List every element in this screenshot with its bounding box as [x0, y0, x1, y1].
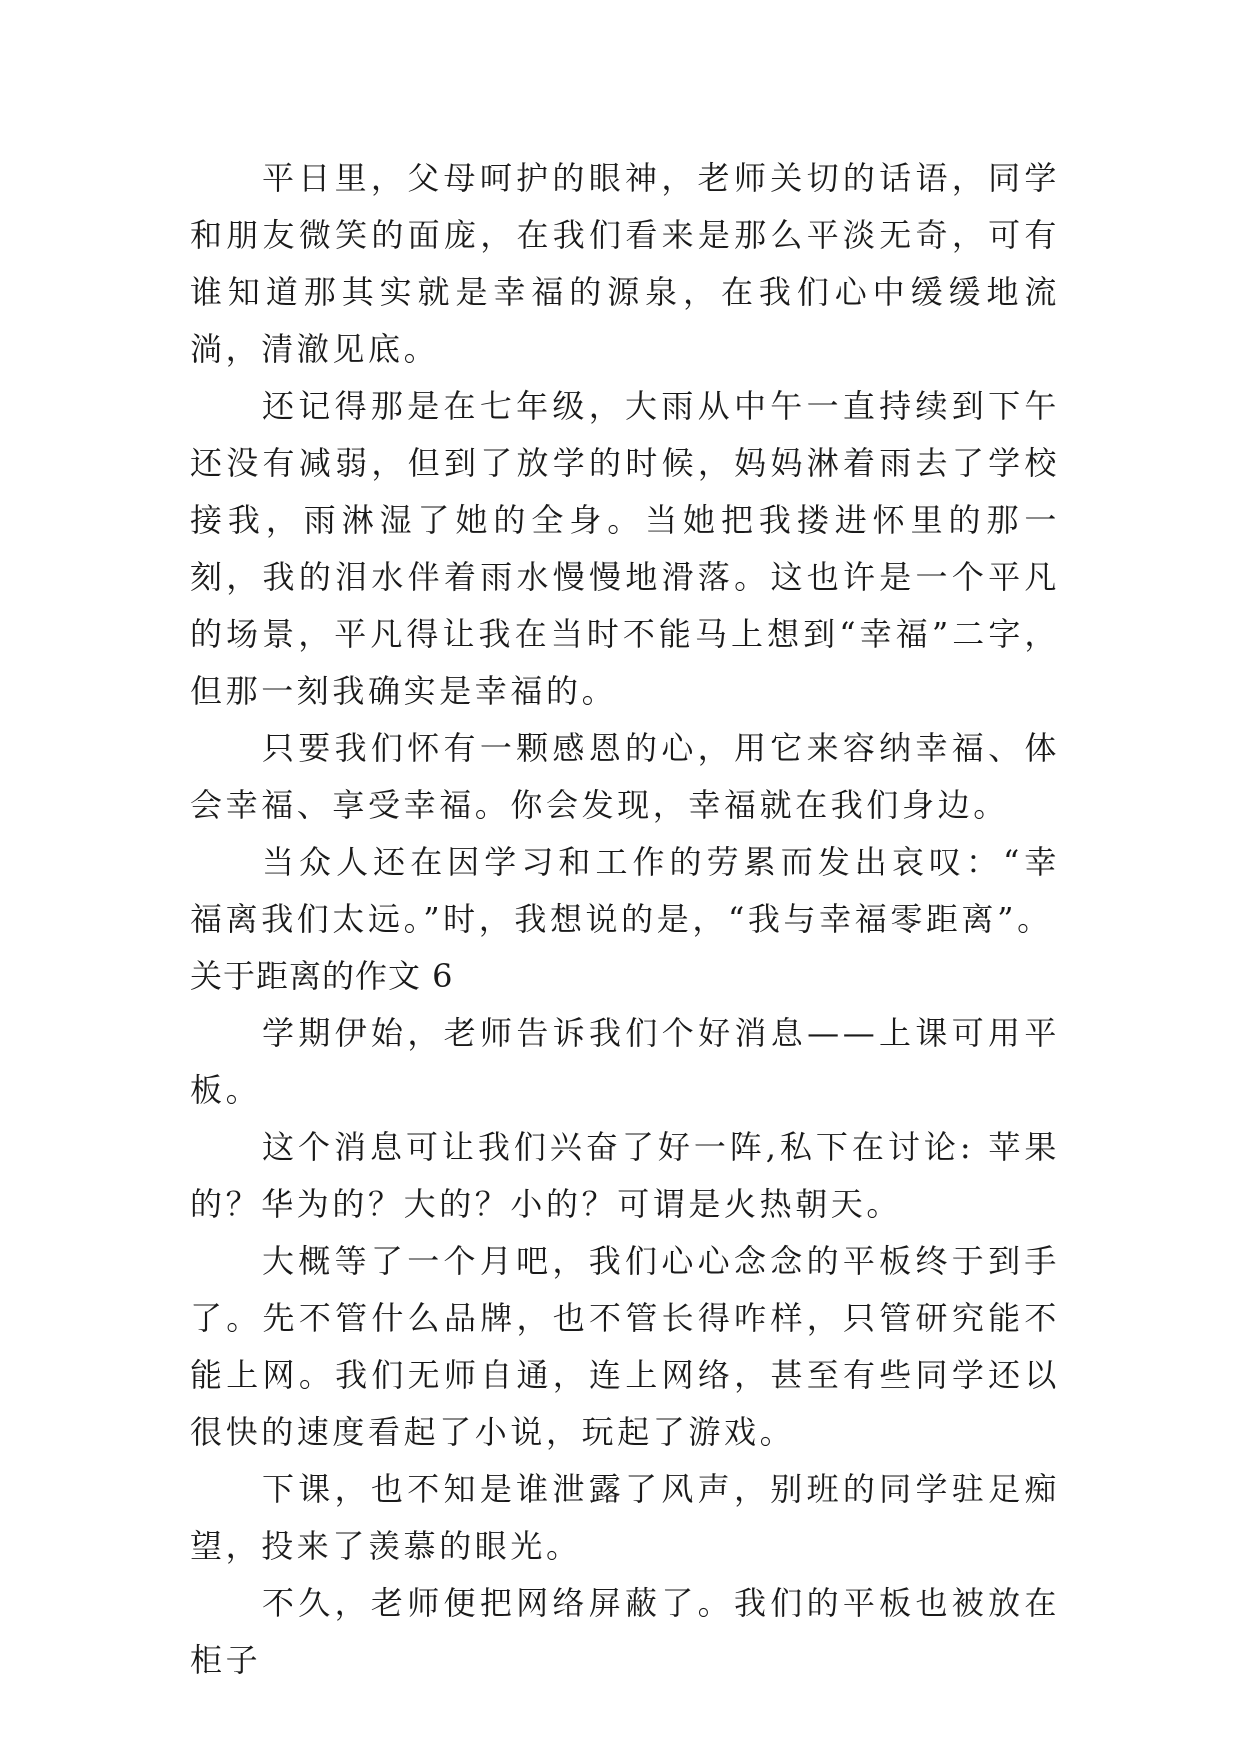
paragraph: 大概等了一个月吧，我们心心念念的平板终于到手了。先不管什么品牌，也不管长得咋样，只管研究能不能上网。我们无师自通，连上网络，甚至有些同学还以很快的速度看起了小说，玩起了游戏。 [190, 1242, 1060, 1451]
paragraph: 学期伊始，老师告诉我们个好消息——上课可用平板。 [190, 1014, 1060, 1109]
paragraph: 只要我们怀有一颗感恩的心，用它来容纳幸福、体会幸福、享受幸福。你会发现，幸福就在我们身边。 [190, 729, 1060, 824]
section-heading: 关于距离的作文 6 [190, 957, 454, 995]
paragraph: 还记得那是在七年级，大雨从中午一直持续到下午还没有减弱，但到了放学的时候，妈妈淋着雨去了学校接我，雨淋湿了她的全身。当她把我搂进怀里的那一刻，我的泪水伴着雨水慢慢地滑落。这也许是一个平凡的场景，平凡得让我在当时不能马上想到“幸福”二字，但那一刻我确实是幸福的。 [190, 387, 1060, 710]
document-page [190, 150, 1060, 1689]
paragraph: 当众人还在因学习和工作的劳累而发出哀叹：“幸福离我们太远。”时，我想说的是，“我与幸福零距离”。 [190, 843, 1060, 938]
paragraph: 下课，也不知是谁泄露了风声，别班的同学驻足痴望，投来了羡慕的眼光。 [190, 1470, 1060, 1565]
paragraph: 这个消息可让我们兴奋了好一阵,私下在讨论: 苹果的？华为的？大的？小的？可谓是火热朝天。 [190, 1128, 1060, 1223]
paragraph: 不久，老师便把网络屏蔽了。我们的平板也被放在柜子 [190, 1584, 1060, 1679]
paragraph: 平日里，父母呵护的眼神，老师关切的话语，同学和朋友微笑的面庞，在我们看来是那么平淡无奇，可有谁知道那其实就是幸福的源泉，在我们心中缓缓地流淌，清澈见底。 [190, 159, 1060, 368]
